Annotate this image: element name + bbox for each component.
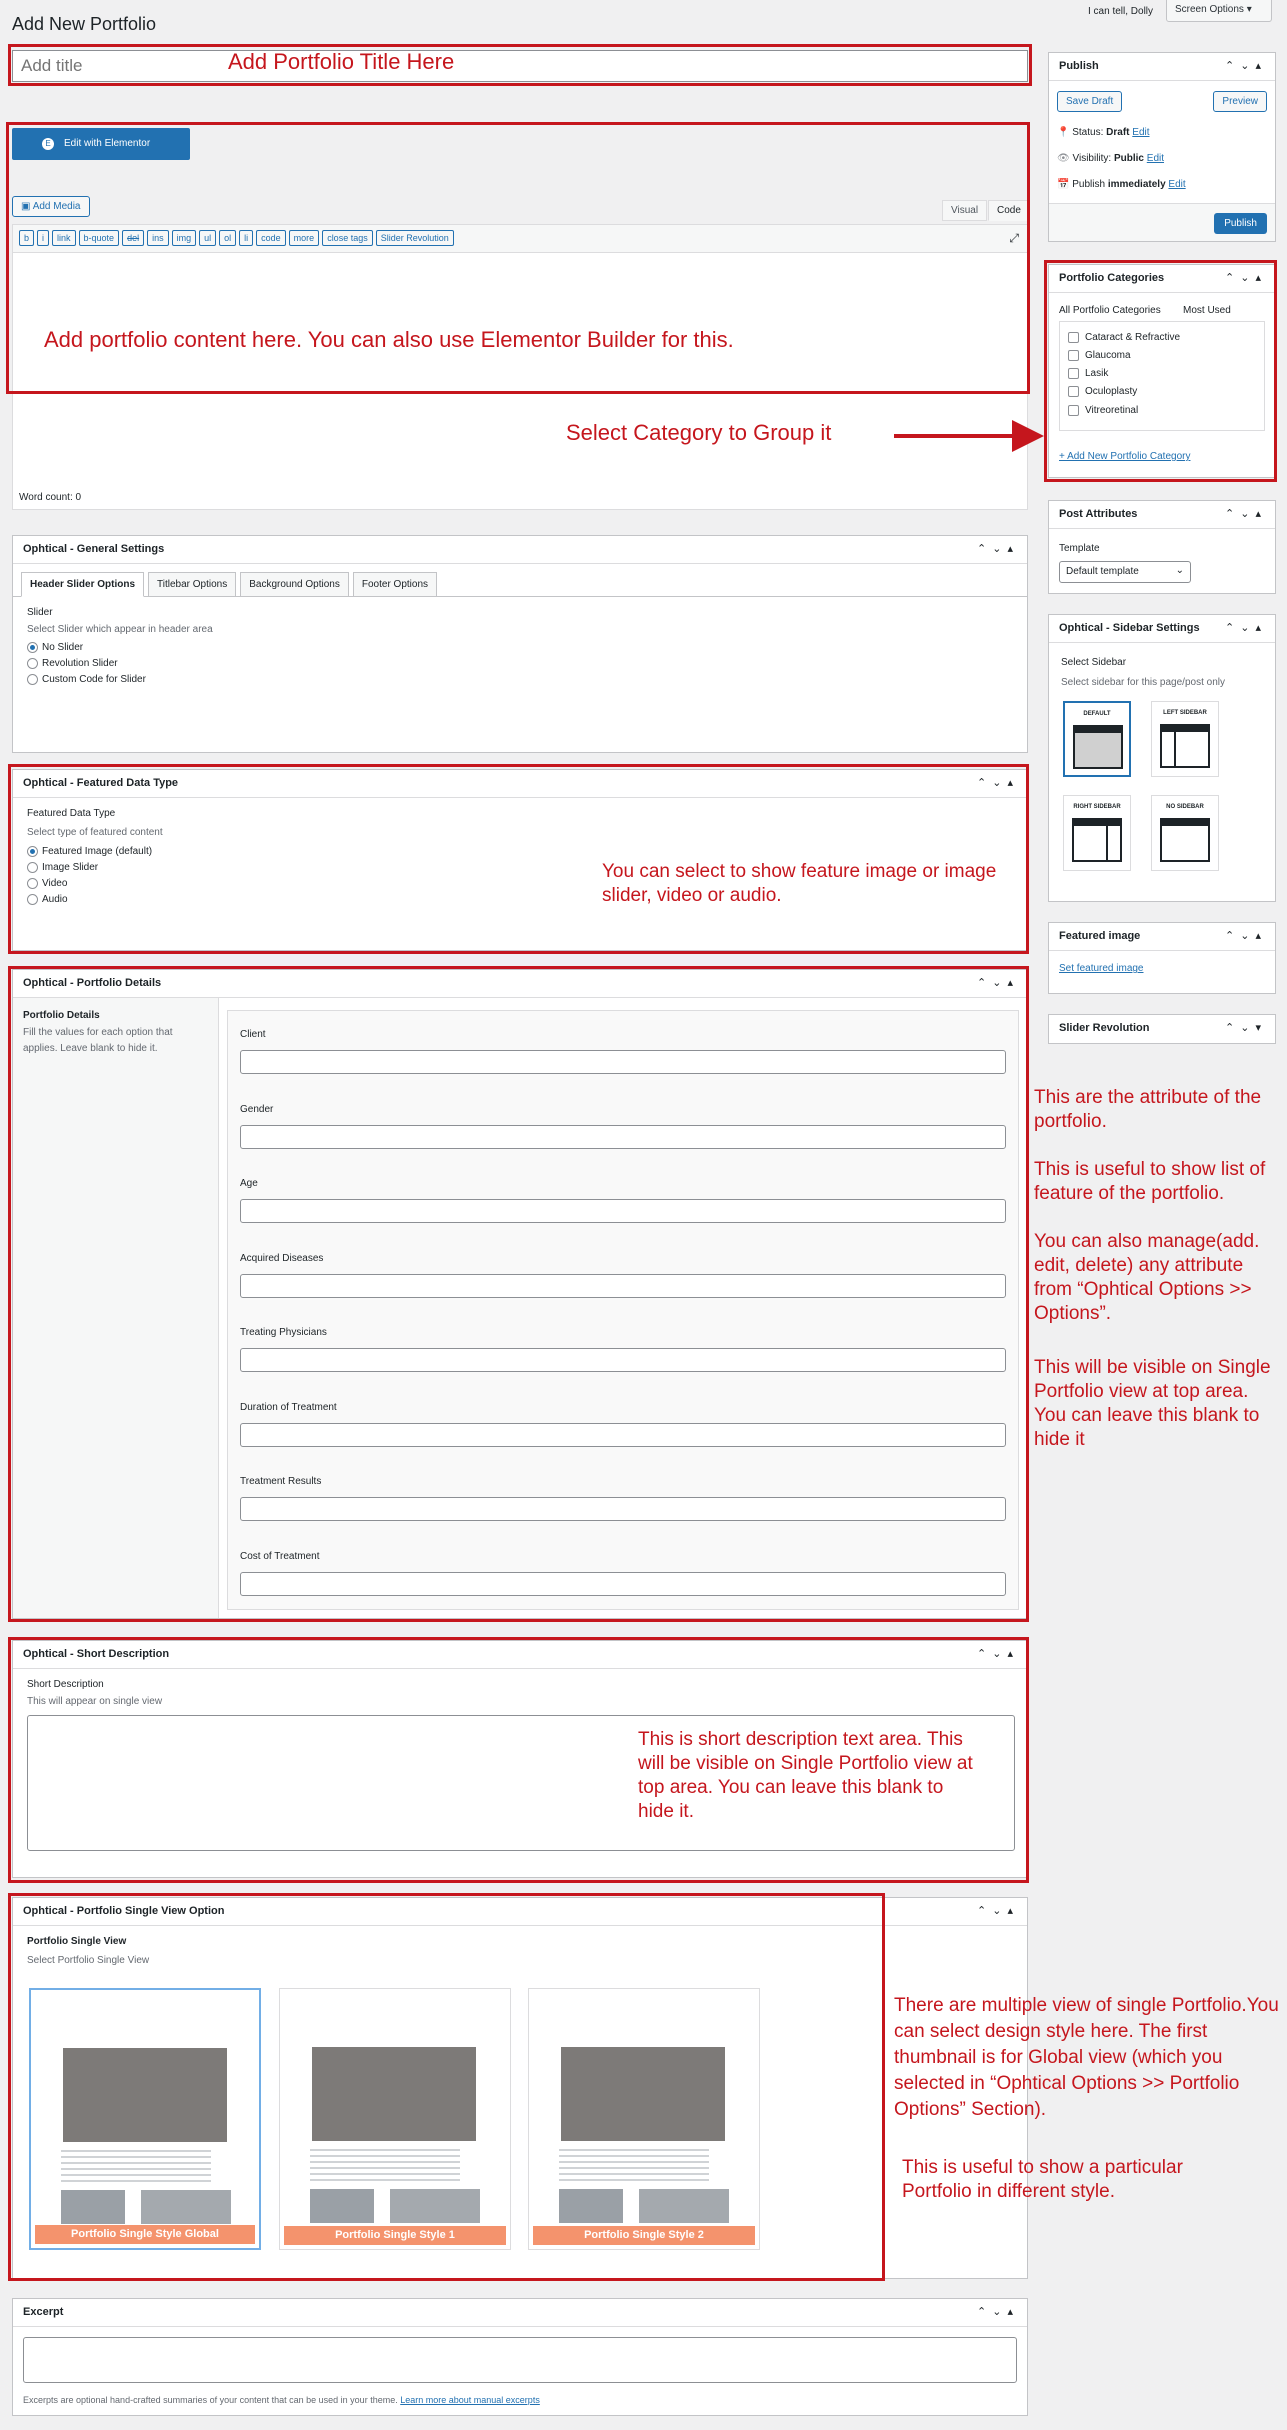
thumbnail-caption: Portfolio Single Style 1 [284,2226,506,2245]
detail-field-input[interactable] [240,1125,1006,1149]
detail-field-input[interactable] [240,1274,1006,1298]
category-label: Vitreoretinal [1085,404,1139,416]
excerpt-textarea[interactable] [23,2337,1017,2383]
box-controls-icon[interactable]: ⌃⌄▴ [1225,930,1267,942]
fullscreen-icon[interactable]: ⤢ [1009,231,1019,245]
general-settings-tabs [13,564,1027,597]
detail-field [240,1551,1006,1596]
editor-wrapper [12,120,1028,520]
box-controls-icon[interactable]: ⌃⌄▴ [977,777,1019,789]
tab-all-categories[interactable]: All Portfolio Categories [1059,305,1161,316]
thumbnail-photo [312,2047,476,2141]
detail-field [240,1104,1006,1149]
excerpt-note-text: Excerpts are optional hand-crafted summaries of your content that can be used in your theme. [23,2395,398,2405]
sidebar-layout-label: NO SIDEBAR [1166,804,1204,810]
thumbnail-photo [639,2189,729,2223]
add-category-link[interactable]: + Add New Portfolio Category [1059,451,1191,462]
featured-data-header[interactable] [13,770,1027,798]
page-title: Add New Portfolio [12,14,157,34]
tab-most-used[interactable]: Most Used [1183,305,1231,316]
checkbox[interactable] [1068,386,1079,397]
radio-option[interactable] [27,846,1013,857]
radio-label: Revolution Slider [42,658,118,670]
category-label: Glaucoma [1085,350,1131,362]
schedule-value: immediately [1107,179,1166,190]
category-annotation: Select Category to Group it [566,420,832,445]
single-view-box [12,1897,1028,2279]
category-item[interactable] [1068,405,1256,416]
radio-option[interactable] [27,674,1013,685]
chevron-down-icon: ⌄ [1175,565,1184,576]
category-label: Lasik [1085,368,1109,380]
template-select-value: Default template [1066,566,1139,577]
portfolio-details-header[interactable] [13,970,1027,998]
detail-field-input[interactable] [240,1572,1006,1596]
detail-field [240,1253,1006,1298]
add-media-button[interactable] [12,196,90,217]
portfolio-details-fields [227,1010,1019,1610]
arrow-head-icon [1012,420,1044,452]
radio-icon[interactable] [27,894,38,905]
radio-option[interactable] [27,658,1013,669]
thumbnail-caption: Portfolio Single Style Global [35,2225,255,2244]
pin-icon: 📍 [1057,127,1070,138]
detail-field [240,1476,1006,1521]
category-label: Cataract & Refractive [1085,332,1181,344]
radio-label: Audio [42,894,68,906]
box-controls-icon[interactable]: ⌃⌄▾ [1225,1022,1267,1034]
featured-annotation: You can select to show feature image or image slider, video or audio. [602,861,997,906]
general-settings-tab[interactable]: Header Slider Options [21,572,144,597]
single-view-thumbnail[interactable] [29,1988,261,2250]
layout-diagram-icon [1072,818,1122,862]
radio-icon[interactable] [27,642,38,653]
slider-revolution-header[interactable] [1049,1015,1275,1043]
single-view-annotation-2: This is useful to show a particular Portfolio in different style. [902,2157,1183,2202]
sidebar-settings-box [1048,614,1276,902]
details-annotation-1: This are the attribute of the portfolio. [1034,1087,1262,1132]
sidebar-layout-label: LEFT SIDEBAR [1163,710,1207,716]
checkbox[interactable] [1068,368,1079,379]
arrow-line [894,434,1026,438]
box-controls-icon[interactable]: ⌃⌄▴ [977,543,1019,555]
thumbnail-photo [310,2189,374,2223]
detail-field-label: Duration of Treatment [240,1401,337,1413]
short-description-desc: This will appear on single view [27,1696,163,1707]
thumbnail-text-line [310,2173,460,2175]
single-view-annotation-1: There are multiple view of single Portfolio.You can select design style here. The first thumbnail is for Global view (which you selected in “Ophtical Options >> Portfolio Options” Section). [894,1995,1279,2120]
quicktag-button[interactable]: img [172,230,197,246]
general-settings-tab[interactable]: Footer Options [353,572,437,597]
portfolio-details-sidecol [13,998,219,1618]
post-attributes-box [1048,500,1276,594]
detail-field [240,1178,1006,1223]
featured-data-desc: Select type of featured content [27,827,163,838]
thumbnail-text-line [559,2155,709,2157]
detail-field-label: Age [240,1178,258,1189]
portfolio-details-side-desc: Fill the values for each option that applies. Leave blank to hide it. [23,1027,173,1054]
excerpt-box [12,2298,1028,2416]
radio-icon[interactable] [27,846,38,857]
radio-label: Featured Image (default) [42,846,153,858]
quicktag-button[interactable]: ul [199,230,216,246]
tab-visual-label: Visual [951,205,979,216]
status-edit-link[interactable]: Edit [1132,127,1150,138]
radio-label: Video [42,878,68,890]
publish-box [1048,52,1276,242]
post-attributes-header[interactable] [1049,501,1275,529]
layout-divider [1106,826,1108,860]
thumbnail-text-line [61,2180,211,2182]
detail-field-label: Acquired Diseases [240,1252,324,1264]
detail-field [240,1327,1006,1372]
radio-icon[interactable] [27,878,38,889]
quicktag-button[interactable]: link [52,230,76,246]
single-view-thumbnail[interactable] [279,1988,511,2250]
elementor-button-label: Edit with Elementor [64,138,151,149]
general-settings-box [12,535,1028,753]
quicktag-button[interactable]: Slider Revolution [376,230,454,246]
portfolio-details-title: Ophtical - Portfolio Details [23,977,162,989]
visibility-label: Visibility: [1072,153,1112,164]
layout-diagram-icon [1160,724,1210,768]
template-select[interactable] [1059,561,1191,583]
thumbnail-text-line [310,2179,460,2181]
checkbox[interactable] [1068,332,1079,343]
radio-icon[interactable] [27,862,38,873]
excerpt-title: Excerpt [23,2306,64,2318]
general-settings-tab[interactable]: Background Options [240,572,349,597]
greeting-text: I can tell, Dolly [1088,6,1154,17]
thumbnail-text-line [310,2167,460,2169]
sidebar-layout-option[interactable] [1063,701,1131,777]
layout-diagram-icon [1073,725,1123,769]
portfolio-details-box [12,969,1028,1619]
radio-option[interactable] [27,642,1013,653]
content-textarea[interactable] [13,253,1027,481]
set-featured-image-link[interactable]: Set featured image [1059,963,1144,974]
thumbnail-text-line [61,2168,211,2170]
post-title-input[interactable] [12,50,1028,82]
categories-box [1048,264,1276,478]
detail-field-input[interactable] [240,1348,1006,1372]
publish-title: Publish [1059,60,1099,72]
thumbnail-photo [141,2190,231,2224]
general-settings-title: Ophtical - General Settings [23,543,165,555]
tab-visual[interactable] [942,200,987,221]
screen-options-label: Screen Options [1175,4,1244,15]
box-controls-icon[interactable]: ⌃⌄▴ [977,977,1019,989]
layout-divider [1174,732,1176,766]
quicktags-toolbar [13,225,1027,253]
quicktag-button[interactable]: b-quote [79,230,120,246]
featured-data-label: Featured Data Type [27,808,116,819]
details-annotation-2: This is useful to show list of feature of the portfolio. [1034,1159,1266,1204]
template-label: Template [1059,543,1100,554]
detail-field-label: Gender [240,1103,274,1115]
slider-revolution-box [1048,1014,1276,1044]
checkbox[interactable] [1068,350,1079,361]
thumbnail-text-line [559,2167,709,2169]
title-annotation: Add Portfolio Title Here [228,49,455,74]
excerpt-header[interactable] [13,2299,1027,2327]
thumbnail-caption: Portfolio Single Style 2 [533,2226,755,2245]
featured-data-title: Ophtical - Featured Data Type [23,777,179,789]
single-view-desc: Select Portfolio Single View [27,1955,150,1966]
word-count: Word count: 0 [19,492,82,503]
tab-code-label: Code [997,205,1021,216]
quicktag-button[interactable]: close tags [322,230,373,246]
thumbnail-text-line [559,2161,709,2163]
single-view-title: Ophtical - Portfolio Single View Option [23,1905,225,1917]
categories-header[interactable] [1049,265,1275,293]
quicktag-button[interactable]: del [122,230,144,246]
general-settings-body [13,596,1027,700]
radio-label: No Slider [42,642,84,654]
category-item[interactable] [1068,350,1256,361]
category-item[interactable] [1068,332,1256,343]
quicktag-button[interactable]: more [289,230,320,246]
thumbnail-text-line [559,2149,709,2151]
excerpt-note [23,2395,540,2405]
sidebar-settings-header[interactable] [1049,615,1275,643]
add-media-label: Add Media [32,201,81,212]
quicktag-button[interactable]: b [19,230,34,246]
sidebar-layout-label: RIGHT SIDEBAR [1073,804,1121,810]
slider-field-label: Slider [27,607,53,618]
sidebar-settings-title: Ophtical - Sidebar Settings [1059,622,1200,634]
quicktag-button[interactable]: ol [219,230,236,246]
detail-field-label: Cost of Treatment [240,1550,320,1562]
details-annotation-3: You can also manage(add. edit, delete) any attribute from “Ophtical Options >> Options”. [1034,1231,1260,1324]
thumbnail-text-line [61,2174,211,2176]
thumbnail-text-line [559,2179,709,2181]
box-controls-icon[interactable]: ⌃⌄▴ [1225,60,1267,72]
detail-field-label: Client [240,1029,266,1040]
box-controls-icon[interactable]: ⌃⌄▴ [1225,508,1267,520]
sidebar-field-label: Select Sidebar [1061,657,1127,668]
single-view-thumbnail[interactable] [528,1988,760,2250]
detail-field-input[interactable] [240,1423,1006,1447]
quicktag-button[interactable]: ins [147,230,169,246]
detail-field-label: Treating Physicians [240,1327,327,1338]
short-description-annotation: This is short description text area. This will be visible on Single Portfolio view at top area. You can leave this blank to hide it. [638,1729,973,1822]
thumbnail-text-line [559,2173,709,2175]
media-icon: ▣ [21,201,31,212]
box-controls-icon[interactable]: ⌃⌄▴ [977,1648,1019,1660]
thumbnail-text-line [61,2150,211,2152]
detail-field [240,1402,1006,1447]
edit-with-elementor-button[interactable] [12,128,190,160]
thumbnail-photo [61,2190,125,2224]
detail-field [240,1029,1006,1074]
checkbox[interactable] [1068,405,1079,416]
visibility-row [1057,153,1164,164]
short-description-header[interactable] [13,1641,1027,1669]
thumbnail-photo [561,2047,725,2141]
slider-revolution-title: Slider Revolution [1059,1022,1150,1034]
detail-field-input[interactable] [240,1199,1006,1223]
thumbnail-text-line [61,2162,211,2164]
preview-button[interactable]: Preview [1213,91,1267,112]
calendar-icon: 📅 [1057,179,1070,190]
box-controls-icon[interactable]: ⌃⌄▴ [977,2306,1019,2318]
category-list [1059,321,1265,431]
quicktag-button[interactable]: i [37,230,49,246]
slider-field-desc: Select Slider which appear in header area [27,624,213,635]
layout-diagram-icon [1160,818,1210,862]
publish-button[interactable]: Publish [1214,213,1267,234]
editor-box [12,224,1028,510]
short-description-label: Short Description [27,1679,104,1690]
slider-options [27,642,1013,685]
featured-image-box [1048,922,1276,994]
quicktag-button[interactable]: code [256,230,286,246]
category-item[interactable] [1068,386,1256,397]
radio-label: Image Slider [42,862,99,874]
status-label: Status: [1072,127,1104,138]
thumbnail-text-line [310,2161,460,2163]
radio-icon[interactable] [27,674,38,685]
thumbnail-text-line [61,2156,211,2158]
screen-options-button[interactable]: Screen Options ▾ [1166,0,1272,22]
category-label: Oculoplasty [1085,386,1138,398]
categories-title: Portfolio Categories [1059,272,1165,284]
thumbnail-photo [559,2189,623,2223]
status-row [1057,127,1150,138]
status-value: Draft [1106,127,1130,138]
single-view-header[interactable] [13,1898,1027,1926]
portfolio-details-side-label: Portfolio Details [23,1010,100,1021]
single-view-label: Portfolio Single View [27,1936,127,1947]
post-attributes-title: Post Attributes [1059,508,1138,520]
eye-icon: 👁 [1057,153,1070,164]
box-controls-icon[interactable]: ⌃⌄▴ [977,1905,1019,1917]
radio-label: Custom Code for Slider [42,674,146,686]
quicktag-button[interactable]: li [239,230,253,246]
publish-header[interactable] [1049,53,1275,81]
detail-field-label: Treatment Results [240,1476,322,1487]
general-settings-header[interactable] [13,536,1027,564]
featured-image-title: Featured image [1059,930,1141,942]
sidebar-layout-option[interactable] [1151,795,1219,871]
sidebar-layout-label: DEFAULT [1083,711,1111,717]
excerpt-learn-more-link[interactable]: Learn more about manual excerpts [400,2395,540,2405]
sidebar-layout-option[interactable] [1151,701,1219,777]
schedule-label: Publish [1072,179,1106,190]
details-annotation-4: This will be visible on Single Portfolio view at top area. You can leave this blank to hide it [1034,1357,1271,1450]
radio-icon[interactable] [27,658,38,669]
sidebar-field-desc: Select sidebar for this page/post only [1061,677,1225,688]
thumbnail-text-line [310,2155,460,2157]
thumbnail-photo [390,2189,480,2223]
box-controls-icon[interactable]: ⌃⌄▴ [1225,272,1267,284]
schedule-row [1057,179,1186,190]
visibility-edit-link[interactable]: Edit [1146,153,1165,164]
elementor-icon: E [42,138,54,150]
tab-code[interactable] [988,200,1030,221]
detail-field-input[interactable] [240,1050,1006,1074]
content-annotation: Add portfolio content here. You can also use Elementor Builder for this. [44,327,734,352]
featured-image-header[interactable] [1049,923,1275,951]
category-item[interactable] [1068,368,1256,379]
box-controls-icon[interactable]: ⌃⌄▴ [1225,622,1267,634]
schedule-edit-link[interactable]: Edit [1168,179,1186,190]
detail-field-input[interactable] [240,1497,1006,1521]
general-settings-tab[interactable]: Titlebar Options [148,572,236,597]
visibility-value: Public [1113,153,1144,164]
save-draft-button[interactable]: Save Draft [1057,91,1122,112]
short-description-title: Ophtical - Short Description [23,1648,170,1660]
sidebar-layout-option[interactable] [1063,795,1131,871]
thumbnail-text-line [310,2149,460,2151]
thumbnail-photo [63,2048,227,2142]
